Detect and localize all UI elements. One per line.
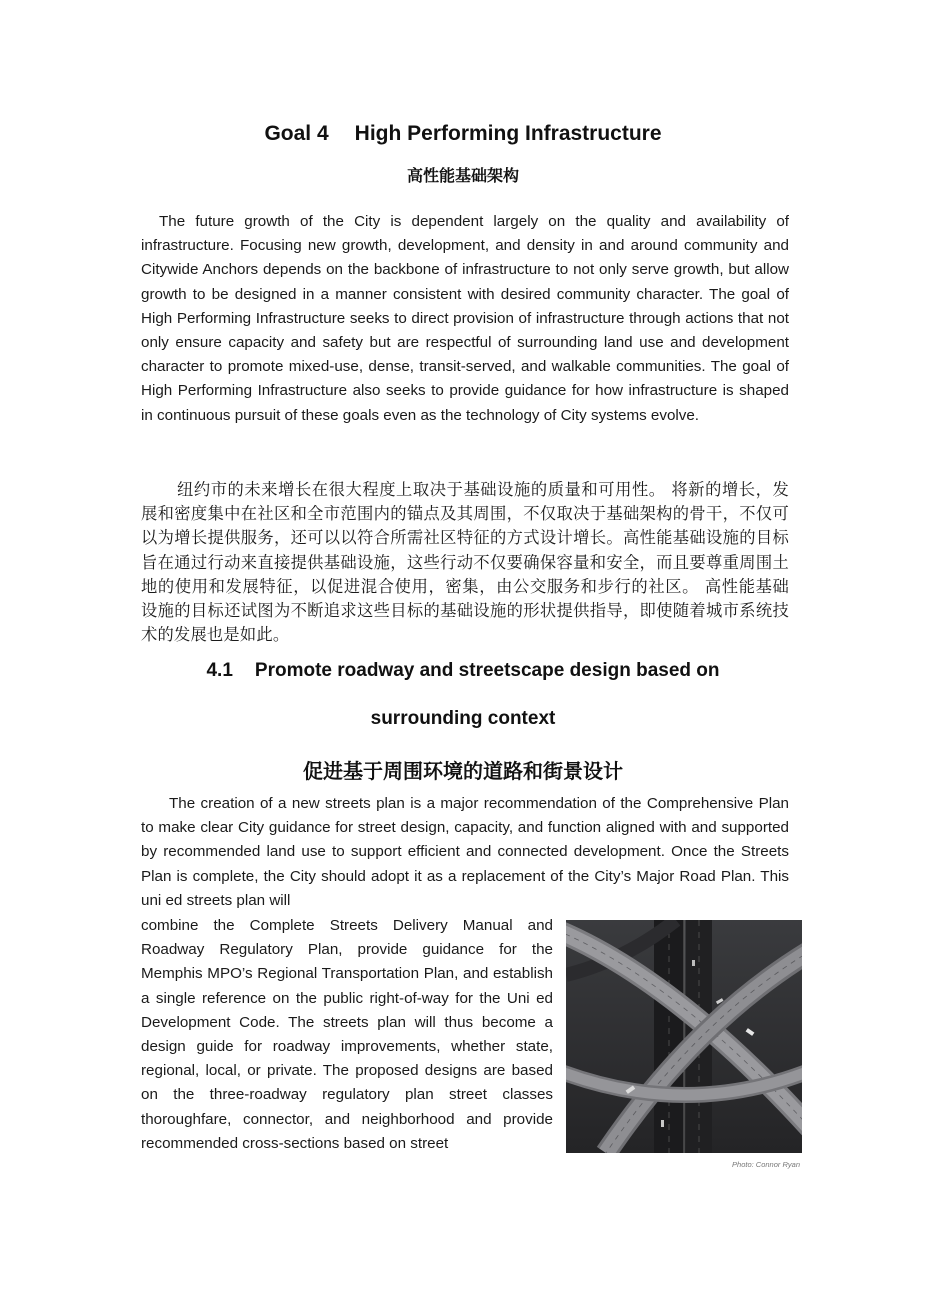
section-number: 4.1 (206, 660, 233, 681)
goal-subtitle-zh: 高性能基础架构 (406, 166, 519, 185)
body-paragraph-continued: combine the Complete Streets Delivery Manual and Roadway Regulatory Plan, provide guidance for the Memphis MPO’s Regional Transportation Plan, and establish a single reference on the public right-of-way for the Uni ed Development Code. The streets plan will thus become a design guide for roadway improvements, whether state, regional, local, or private. The proposed designs are based on the three-roadway regulatory plan street classes thoroughfare, connector, and neighborhood and provide recommended cross-sections based on street (141, 917, 553, 1152)
section-title-line1: Promote roadway and streetscape design based on (254, 660, 720, 681)
section-title-zh: 促进基于周围环境的道路和街景设计 (303, 759, 623, 783)
goal-title-text: High Performing Infrastructure (354, 122, 662, 145)
photo-credit: Photo: Connor Ryan (732, 1160, 800, 1169)
section-title-line2: surrounding context (370, 708, 556, 729)
intro-paragraph-zh: 纽约市的未来增长在很大程度上取决于基础设施的质量和可用性。 将新的增长，发展和密度集中在社区和全市范围内的锚点及其周围，不仅取决于基础架构的骨干，不仅可以为增长提供服务，还可以以符合所需社区特征的方式设计增长。高性能基础设施的目标旨在通过行动来直接提供基础设施，这些行动不仅要确保容量和安全，而且要尊重周围土地的使用和发展特征，以促进混合使用，密集，由公交服务和步行的社区。 高性能基础设施的目标还试图为不断追求这些目标的基础设施的形状提供指导，即使随着城市系统技术的发展也是如此。 (141, 480, 789, 645)
section-title (0, 660, 926, 682)
highway-interchange-photo (566, 920, 802, 1153)
intro-paragraph-en: The future growth of the City is dependent largely on the quality and availability of infrastructure. Focusing new growth, development, and density in and around community and Citywide Anchors depends on the backbone of infrastructure to not only serve growth, but allow growth to be designed in a manner consistent with desired community character. The goal of High Performing Infrastructure seeks to direct provision of infrastructure through actions that not only ensure capacity and safety but are respectful of surrounding land use and development character to promote mixed-use, dense, transit-served, and walkable communities. The goal of High Performing Infrastructure also seeks to provide guidance for how infrastructure is shaped in continuous pursuit of these goals even as the technology of City systems evolve. (141, 213, 789, 424)
body-paragraph: The creation of a new streets plan is a major recommendation of the Comprehensive Plan to make clear City guidance for street design, capacity, and function aligned with and supported by recommended land use to support efficient and connected development. Once the Streets Plan is complete, the City should adopt it as a replacement of the City’s Major Road Plan. This uni ed streets plan will (141, 795, 789, 909)
aerial-roads-image (566, 920, 802, 1153)
goal-number: Goal 4 (264, 122, 329, 145)
goal-title (0, 122, 926, 146)
